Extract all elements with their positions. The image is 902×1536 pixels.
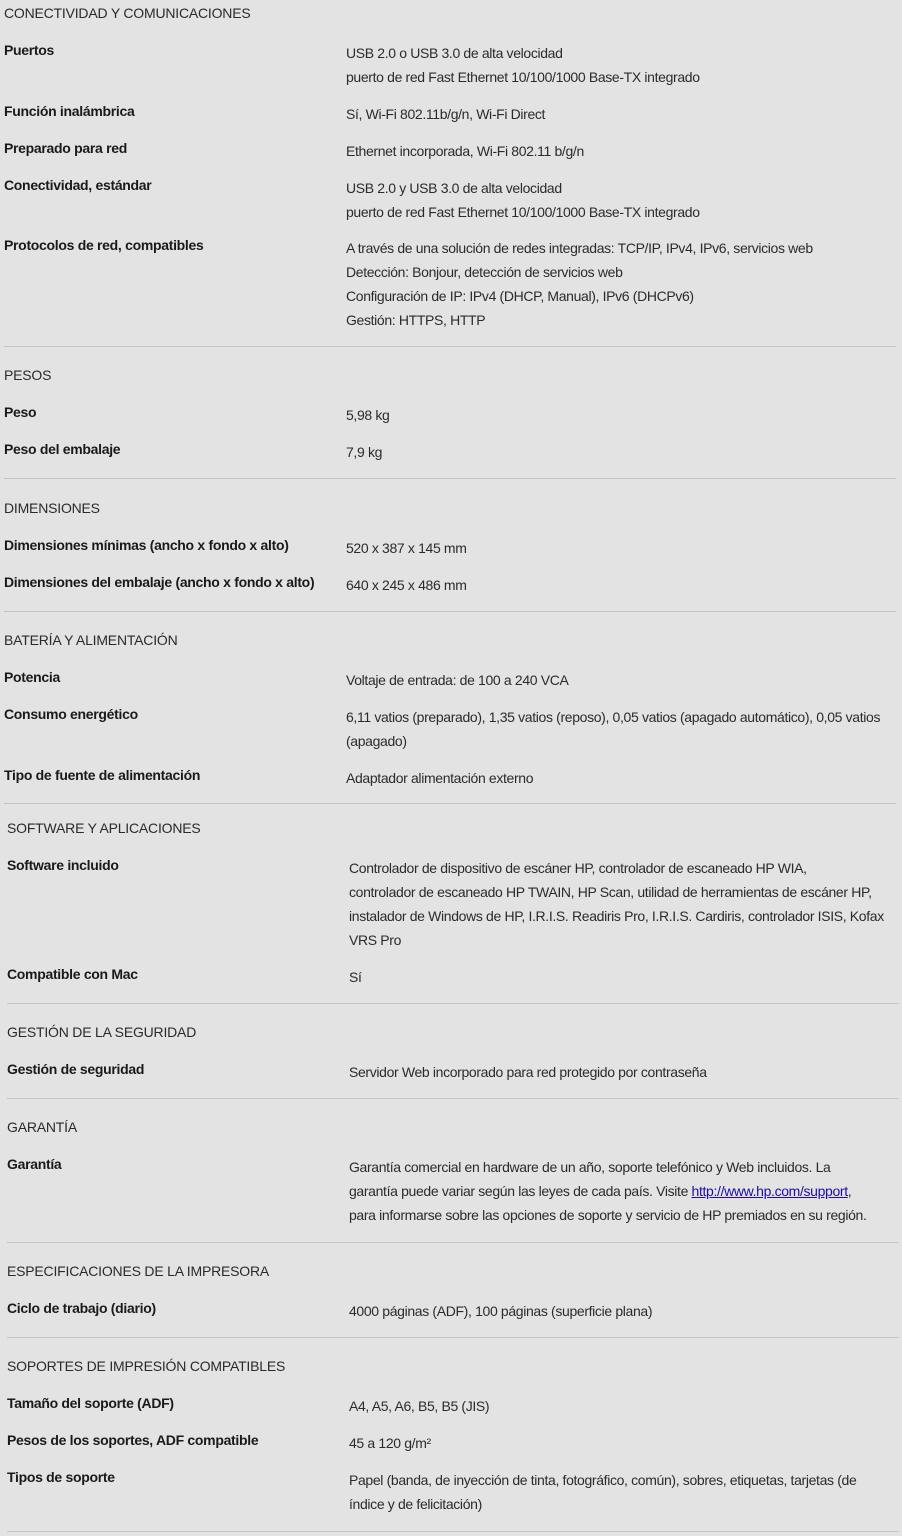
spec-value-line: A través de una solución de redes integradas: TCP/IP, IPv4, IPv6, servicios web [346,240,813,256]
warranty-text: garantía puede variar según las leyes de cada país. Visite [349,1183,692,1199]
section-title: PESOS [4,367,52,383]
warranty-text-comma: , [847,1183,852,1199]
spec-value [346,668,896,692]
spec-value [349,965,899,989]
spec-value-line: puerto de red Fast Ethernet 10/100/1000 Base-TX integrado [346,69,700,85]
spec-value-line: Ethernet incorporada, Wi-Fi 802.11 b/g/n [346,143,584,159]
spec-value-line: 6,11 vatios (preparado), 1,35 vatios (reposo), 0,05 vatios (apagado automático), 0,05 vatios [346,709,881,725]
spec-value-line: para informarse sobre las opciones de soporte y servicio de HP premiados en su región. [349,1207,867,1223]
spec-value-line: 45 a 120 g/m² [349,1435,431,1451]
spec-value-line: 640 x 245 x 486 mm [346,577,467,593]
spec-value [349,1394,899,1418]
spec-value-line: Sí [349,969,362,985]
spec-value [349,1155,899,1227]
section-power [4,627,896,804]
section-title: BATERÍA Y ALIMENTACIÓN [4,632,178,648]
section-title: ESPECIFICACIONES DE LA IMPRESORA [7,1263,269,1279]
section-dimensions [4,495,896,612]
spec-label: Dimensiones mínimas (ancho x fondo x alto) [4,537,289,553]
spec-value-line: Voltaje de entrada: de 100 a 240 VCA [346,672,569,688]
spec-value [346,440,896,464]
spec-label: Software incluido [7,857,119,873]
spec-value-line: índice y de felicitación) [349,1496,482,1512]
section-title: CONECTIVIDAD Y COMUNICACIONES [4,5,251,21]
spec-value-line: 520 x 387 x 145 mm [346,540,467,556]
spec-label: Peso del embalaje [4,441,121,457]
spec-value [346,536,896,560]
spec-value [346,766,896,790]
spec-label: Conectividad, estándar [4,177,152,193]
spec-label: Función inalámbrica [4,103,135,119]
spec-value-line: instalador de Windows de HP, I.R.I.S. Readiris Pro, I.R.I.S. Cardiris, controlador ISIS, Kofax [349,908,884,924]
section-printer-specs [7,1258,899,1338]
spec-value [349,1060,899,1084]
section-weights [4,362,896,479]
spec-value [349,1299,899,1323]
spec-value [346,41,896,89]
spec-label: Pesos de los soportes, ADF compatible [7,1432,259,1448]
spec-label: Tipo de fuente de alimentación [4,767,201,783]
section-connectivity [4,0,896,347]
spec-label: Dimensiones del embalaje (ancho x fondo x alto) [4,574,315,590]
section-security [7,1019,899,1099]
spec-label: Peso [4,404,37,420]
section-supported-media [7,1353,899,1532]
spec-value-line: Servidor Web incorporado para red protegido por contraseña [349,1064,707,1080]
spec-value-line: A4, A5, A6, B5, B5 (JIS) [349,1398,490,1414]
spec-value-line: controlador de escaneado HP TWAIN, HP Scan, utilidad de herramientas de escáner HP, [349,884,872,900]
spec-label: Preparado para red [4,140,127,156]
spec-value-line: 5,98 kg [346,407,390,423]
spec-label: Consumo energético [4,706,138,722]
spec-value-line: puerto de red Fast Ethernet 10/100/1000 Base-TX integrado [346,204,700,220]
spec-value [346,102,896,126]
spec-value-line: 7,9 kg [346,444,383,460]
spec-value-line: Adaptador alimentación externo [346,770,534,786]
spec-value [349,1431,899,1455]
section-title: DIMENSIONES [4,500,100,516]
spec-value-line: Configuración de IP: IPv4 (DHCP, Manual), IPv6 (DHCPv6) [346,288,694,304]
spec-label: Garantía [7,1156,62,1172]
spec-label: Compatible con Mac [7,966,138,982]
spec-value-line: Controlador de dispositivo de escáner HP, controlador de escaneado HP WIA, [349,860,807,876]
section-software [7,815,899,1004]
spec-value [346,403,896,427]
spec-value-line: USB 2.0 o USB 3.0 de alta velocidad [346,45,563,61]
spec-value-line: Sí, Wi-Fi 802.11b/g/n, Wi-Fi Direct [346,106,546,122]
spec-value [346,236,896,332]
spec-value-line [349,1179,899,1203]
spec-label: Gestión de seguridad [7,1061,145,1077]
spec-value-line: Garantía comercial en hardware de un año, soporte telefónico y Web incluidos. La [349,1159,831,1175]
spec-value-line: 4000 páginas (ADF), 100 páginas (superficie plana) [349,1303,653,1319]
section-title: GESTIÓN DE LA SEGURIDAD [7,1024,197,1040]
spec-value-line: (apagado) [346,733,407,749]
section-title: SOPORTES DE IMPRESIÓN COMPATIBLES [7,1358,286,1374]
section-title: SOFTWARE Y APLICACIONES [7,820,201,836]
section-title: GARANTÍA [7,1119,77,1135]
spec-value [346,573,896,597]
spec-value [349,856,899,952]
spec-value [346,176,896,224]
spec-value-line: Papel (banda, de inyección de tinta, fotográfico, común), sobres, etiquetas, tarjetas (de [349,1472,857,1488]
spec-label: Tamaño del soporte (ADF) [7,1395,174,1411]
spec-label: Protocolos de red, compatibles [4,237,204,253]
spec-label: Ciclo de trabajo (diario) [7,1300,156,1316]
spec-value-line: USB 2.0 y USB 3.0 de alta velocidad [346,180,562,196]
spec-value [349,1468,899,1516]
spec-label: Puertos [4,42,55,58]
section-warranty [7,1114,899,1243]
spec-value-line: Gestión: HTTPS, HTTP [346,312,486,328]
spec-value-line: Detección: Bonjour, detección de servicios web [346,264,623,280]
spec-value [346,705,896,753]
spec-label: Potencia [4,669,60,685]
support-link[interactable]: http://www.hp.com/support [691,1183,848,1199]
spec-value [346,139,896,163]
spec-value-line: VRS Pro [349,932,402,948]
spec-label: Tipos de soporte [7,1469,115,1485]
